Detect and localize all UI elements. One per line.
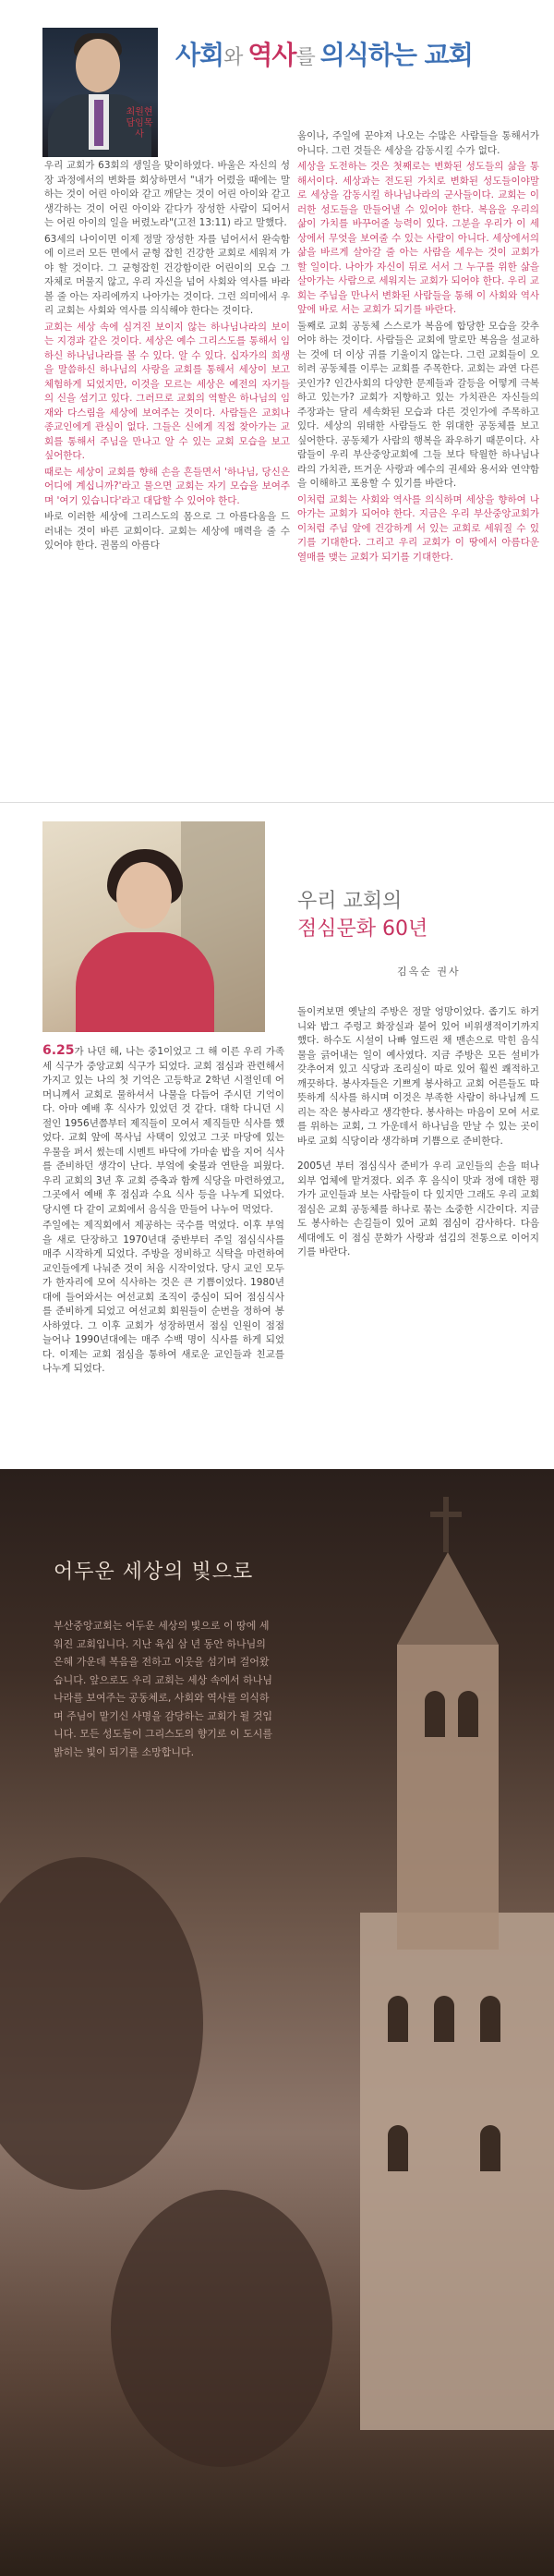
paragraph-text: 가 나던 해, 나는 중1이었고 그 해 이른 우리 가족 세 식구가 중앙교회 식구가 되었다. 교회 점심과 관련해서 가지고 있는 나의 첫 기억은 고등학교 2학년 시절인데 어머니께서 교회로 물하셔서 나물을 다듬어 주시던 기억이다. 아마 예배 후 식사가 있었던 것 같다. 대학 다니던 시절인 1956년쯤부터 제직들이 모여서 제직들만 식사를 했었다. 교회 앞에 목사님 사택이 있었고 그곳 마당에 있는 우물을 퍼서 썼는데 시멘트 바닥에 가마솥 밥을 지어 식사를 준비하던 생각이 난다. 부엌에 숯불과 연탄을 피웠다. 우리 교회의 3년 후 교회 증축과 함께 식당을 마련하였고, 그곳에서 예배 후 점심과 수요 식사 등을 나누게 되었다. 당시엔 다 같이 교회에서 음식을 만들어 나누어 먹었다. [42, 1046, 284, 1215]
title-part-society: 사회 [175, 40, 224, 70]
church-building [277, 1608, 554, 2576]
title-part-particle: 를 [295, 46, 320, 69]
section-1 [0, 0, 554, 739]
title-part-and: 와 [223, 46, 248, 69]
paragraph: 주일에는 제직회에서 제공하는 국수를 먹었다. 이후 부엌을 새로 단장하고 1970년대 중반부터 주일 점심식사를 매주 시작하게 되었다. 주방을 정비하고 식탁을 마련하여 교인들에게 나눠준 것이 처음 시작이었다. 당시 교인 모두가 한자리에 모여 식사하는 것은 큰 기쁨이었다. 1980년대에 들어와서는 여선교회 조직이 중심이 되어 점심식사를 준비하게 되었고 여선교회 회원들이 순번을 정하여 봉사하였다. 그 이후 교회가 성장하면서 점심 인원이 점점 늘어나 1990년대에는 매주 수백 명이 식사를 하게 되었다. 이제는 교회 점심을 통하여 새로운 교인들과 친교를 나누게 되었다. [42, 1220, 284, 1374]
paragraph: 때로는 세상이 교회를 향해 손을 흔들면서 '하나님, 당신은 어디에 계십니까?'라고 물으면 교회는 자기 모습을 보여주며 '여기 있습니다'라고 대답할 수 있어야 한다. [44, 466, 290, 506]
drop-cap: 6.25 [42, 1043, 75, 1058]
paragraph: 둘째로 교회 공동체 스스로가 복음에 합당한 모습을 갖추어야 하는 것이다. 사람들은 교회에 말로만 복음을 설교하는 것에 더 이상 귀를 기울이지 않는다. 그런 교회들이 오히려 공동체를 이루는 교회를 주목한다. 교회는 과연 다른 곳인가? 인간사회의 다양한 문제들과 갈등을 어떻게 극복하고 있는가? 교회가 지향하고 있는 가치관은 자신들의 주장과는 달리 세속화된 모습과 다른 것인가에 주목하고 있다. 세상의 위태한 사람들도 한 위대한 공동체를 보고 싶어한다. 공동체가 사람의 행복을 좌우하기 때문이다. 사람들이 우리 부산중앙교회에 그들 보다 탁월한 하나님나라의 가치관, 뜨거운 사랑과 예수의 권세와 용서와 연약함을 이해하고 포용할 수 있기를 바란다. [297, 320, 539, 489]
paragraph: 63세의 나이이면 이제 정말 장성한 자를 넘어서서 완숙함에 이르러 모든 면에서 균형 잡힌 건강한 교회로 세워져 가야 할 것이다. 그 균형잡힌 건강함이란 어린이의 모습 그 자체로 머물지 않고, 우리 자신을 넘어 사회와 역사를 바라볼 줄 아는 자리에까지 나아가는 것이다. 그런 의미에서 우리 교회는 사회와 역사를 의식해야 한다는 것이다. [44, 233, 290, 316]
section-divider [0, 802, 554, 803]
paragraph: 2005년 부터 점심식사 준비가 우리 교인들의 손을 떠나 외부 업체에 맡겨졌다. 외주 후 음식이 맛과 정에 대한 평가가 교인들과 보는 사람들이 다 있지만 그래도 우리 교회 점심은 교회 공동체를 하나로 묶는 소중한 시간이다. 지금도 봉사하는 손길들이 있어 교회 점심이 감사하다. 다음 세대에도 이 점심 문화가 사랑과 섬김의 전통으로 이어지기를 바란다. [297, 1160, 539, 1258]
author-photo [42, 821, 265, 1032]
photo-caption: 최원현 담임목사 [126, 107, 153, 140]
paragraph: 이처럼 교회는 사회와 역사를 의식하며 세상을 향하여 나아가는 교회가 되어야 한다. 지금은 우리 부산중앙교회가 이처럼 주님 앞에 건강하게 서 있는 교회로 세워질 수 있기를 기대한다. 그리고 우리 교회가 이 땅에서 아름다운 열매를 맺는 교회가 되기를 기대한다. [297, 493, 539, 563]
article-title-2 [297, 888, 428, 943]
paragraph: 돌이켜보면 옛날의 주방은 정말 엉망이었다. 좁기도 하거니와 밥그 주렁고 화장실과 붙어 있어 비위생적이기까지 했다. 하수도 시설이 나빠 엎드린 채 맨손으로 막힌 음식물을 긁어내는 일이 예사였다. 지금 주방은 모든 설비가 갖추어져 있고 식당과 조리실이 따로 있어 훨씬 쾌적하고 깨끗하다. 봉사자들은 기쁘게 봉사하고 교회 어른들도 따뜻하게 식사를 하시며 이것은 부족한 사람이 하나님께 드리는 작은 봉사라고 생각한다. 봉사하는 마음이 모여 서로를 위하는 교회, 그 가운데서 하나님을 만날 수 있는 곳이 바로 교회 식당이라 생각하며 기쁨으로 준비한다. [297, 1006, 539, 1147]
author-name: 김옥순 권사 [397, 966, 461, 978]
paragraph: 교회는 세상 속에 심겨진 보이지 않는 하나님나라의 보이는 지경과 같은 것이다. 세상은 예수 그리스도를 통해서 임하신 하나님나라를 볼 수 있다. 알 수 있다. 십자가의 희생을 말씀하신 하나님의 사랑을 교회를 통해서 세상이 보고 체험하게 되었지만, 이것을 모르는 세상은 예전의 자기들의 신을 섬기고 있다. 그러므로 교회의 역할은 하나님의 임재와 다스림을 세상에 보여주는 것이다. 사람들은 교회나 종교인에게 관심이 없다. 그들은 신에게 직접 찾아가는 교회를 통해서 주님을 만나고 알 수 있는 교회 모습을 보고 싶어한다. [44, 321, 290, 461]
article-title-3: 어두운 세상의 빛으로 [54, 1561, 254, 1584]
paragraph: 바로 이러한 세상에 그리스도의 몸으로 그 아름다움을 드러내는 것이 바른 교회이다. 교회는 세상에 매력을 줄 수 있어야 한다. 권몸의 아름다 [44, 511, 290, 551]
article-1-left-column [44, 159, 290, 555]
foliage [0, 1857, 203, 2190]
paragraph [42, 1044, 284, 1217]
article-2-left-column [42, 1044, 284, 1379]
section-3-church-image [0, 1469, 554, 2576]
title-part-church: 의식하는 교회 [319, 40, 473, 70]
article-3-body: 부산중앙교회는 어두운 세상의 빛으로 이 땅에 세워진 교회입니다. 지난 육십 삼 년 동안 하나님의 은혜 가운데 복음을 전하고 이웃을 섬기며 걸어왔습니다. 앞으로도 우리 교회는 세상 속에서 하나님나라를 보여주는 공동체로, 사회와 역사를 의식하며 주님이 맡기신 사명을 감당하는 교회가 될 것입니다. 모든 성도들이 그리스도의 향기로 이 도시를 밝히는 빛이 되기를 소망합니다. [54, 1620, 272, 1758]
paragraph: 우리 교회가 63회의 생일을 맞이하였다. 바울은 자신의 성장 과정에서의 변화를 회상하면서 "내가 어렸을 때에는 말하는 것이 어린 아이와 같고 깨닫는 것이 어린 아이와 같고 생각하는 것이 어린 아이와 같다가 장성한 사람이 되어서는 어린 아이의 일을 버렸노라"(고전 13:11) 라고 말했다. [44, 160, 290, 228]
title-part-history: 역사 [247, 40, 296, 70]
paragraph: 세상을 도전하는 것은 첫째로는 변화된 성도들의 삶을 통해서이다. 세상과는 전도된 가치로 변화된 성도들이야말로 세상을 감동시킬 하나님나라의 군사들이다. 교회는 이러한 성도들을 만들어낼 수 있어야 한다. 복음을 우리의 삶이 가치를 바꾸어줄 능력이 있다. 그분을 우리가 이 세상에서 무엇을 보여줄 수 있는 사람이 아니다. 세상에서의 삶을 바르게 살아갈 줄 아는 사람을 세우는 것이 교회가 할 일이다. 나아가 자신이 뒤로 서서 그 누구를 위한 삶을 살아가는 사람으로 세워지는 교회가 되어야 한다. 우리 교회는 주님을 만나서 변화된 사람들을 통해 이 사회와 역사 앞에 바로 서는 교회가 되기를 바란다. [297, 161, 539, 315]
title-line-1: 우리 교회의 [297, 890, 403, 913]
title-line-2: 점심문화 60년 [297, 917, 428, 941]
article-2-right-column [297, 1005, 539, 1262]
paragraph: 움이나, 주일에 꾼야져 나오는 수많은 사람들을 통해서가 아니다. 그런 것들은 세상을 감동시킬 수가 없다. [297, 130, 539, 156]
article-1-right-column [297, 129, 539, 566]
article-title-1 [175, 35, 473, 72]
section-2 [0, 816, 554, 1463]
